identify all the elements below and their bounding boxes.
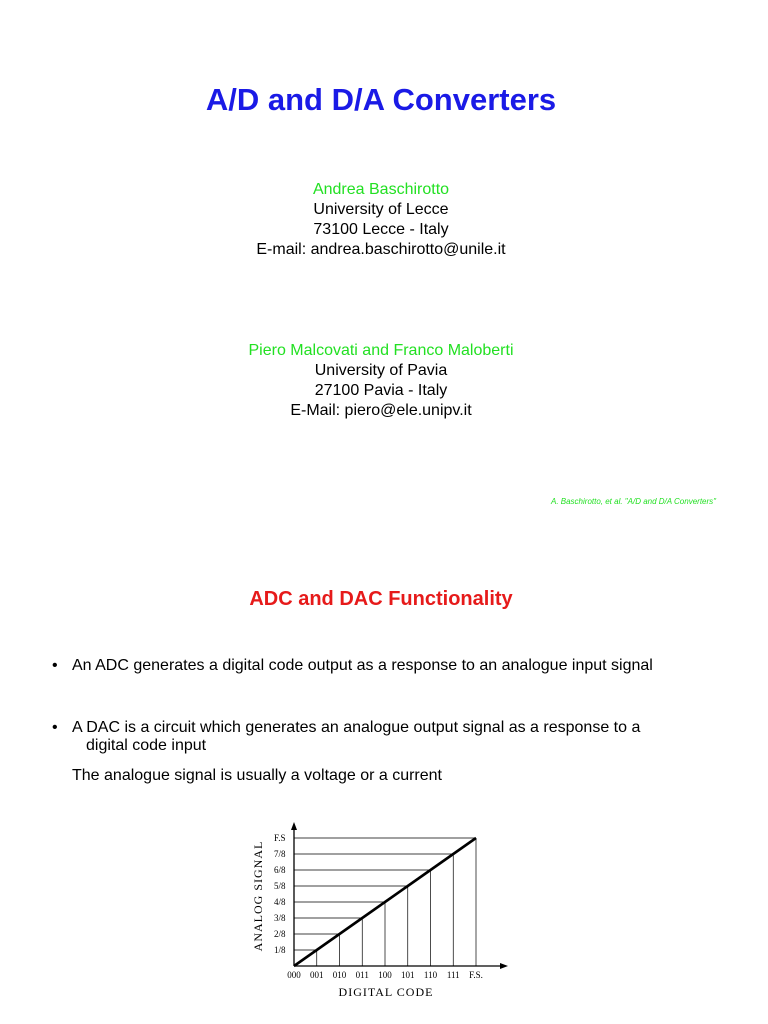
page-title: A/D and D/A Converters <box>205 82 557 117</box>
dac-transfer-chart <box>240 818 530 1008</box>
x-tick-label: F.S. <box>469 970 483 980</box>
y-axis-arrow <box>291 822 297 830</box>
x-tick-label: 011 <box>355 970 369 980</box>
author-email: E-mail: andrea.baschirotto@unile.it <box>256 241 506 258</box>
section-title: ADC and DAC Functionality <box>249 588 513 610</box>
y-tick-label: F.S <box>274 833 286 843</box>
x-axis-arrow <box>500 963 508 969</box>
x-tick-label: 111 <box>446 970 460 980</box>
author-block-1 <box>0 180 762 260</box>
y-tick-label: 2/8 <box>274 929 286 939</box>
author-address: 73100 Lecce - Italy <box>313 221 449 238</box>
author-affiliation: University of Pavia <box>314 362 448 379</box>
x-tick-label: 001 <box>310 970 324 980</box>
note-text: The analogue signal is usually a voltage or a current <box>72 767 442 784</box>
bullet-text: An ADC generates a digital code output as a response to an analogue input signal <box>72 657 653 674</box>
bullet-text: A DAC is a circuit which generates an analogue output signal as a response to a <box>72 719 641 736</box>
author-block-2 <box>0 341 762 421</box>
bullet-item <box>52 719 712 755</box>
y-tick-label: 5/8 <box>274 881 286 891</box>
author-address: 27100 Pavia - Italy <box>314 382 448 399</box>
y-tick-label: 4/8 <box>274 897 286 907</box>
bullet-symbol: • <box>52 657 58 674</box>
x-tick-label: 101 <box>401 970 415 980</box>
x-tick-label: 100 <box>378 970 392 980</box>
x-tick-label: 010 <box>332 970 347 980</box>
y-tick-label: 6/8 <box>274 865 286 875</box>
x-tick-label: 000 <box>287 970 301 980</box>
y-axis-label: ANALOG SIGNAL <box>251 840 265 952</box>
author-name: Andrea Baschirotto <box>312 181 450 198</box>
x-axis-label: DIGITAL CODE <box>338 985 434 999</box>
bullet-symbol: • <box>52 719 58 736</box>
author-email: E-Mail: piero@ele.unipv.it <box>290 402 472 419</box>
y-tick-label: 1/8 <box>274 945 286 955</box>
footer-citation: A. Baschirotto, et al. "A/D and D/A Converters" <box>550 497 716 506</box>
x-tick-label: 110 <box>423 970 438 980</box>
y-tick-label: 7/8 <box>274 849 286 859</box>
y-tick-label: 3/8 <box>274 913 286 923</box>
bullet-continuation: digital code input <box>86 737 207 754</box>
bullet-item <box>52 657 712 675</box>
author-name: Piero Malcovati and Franco Maloberti <box>248 342 514 359</box>
author-affiliation: University of Lecce <box>313 201 449 218</box>
